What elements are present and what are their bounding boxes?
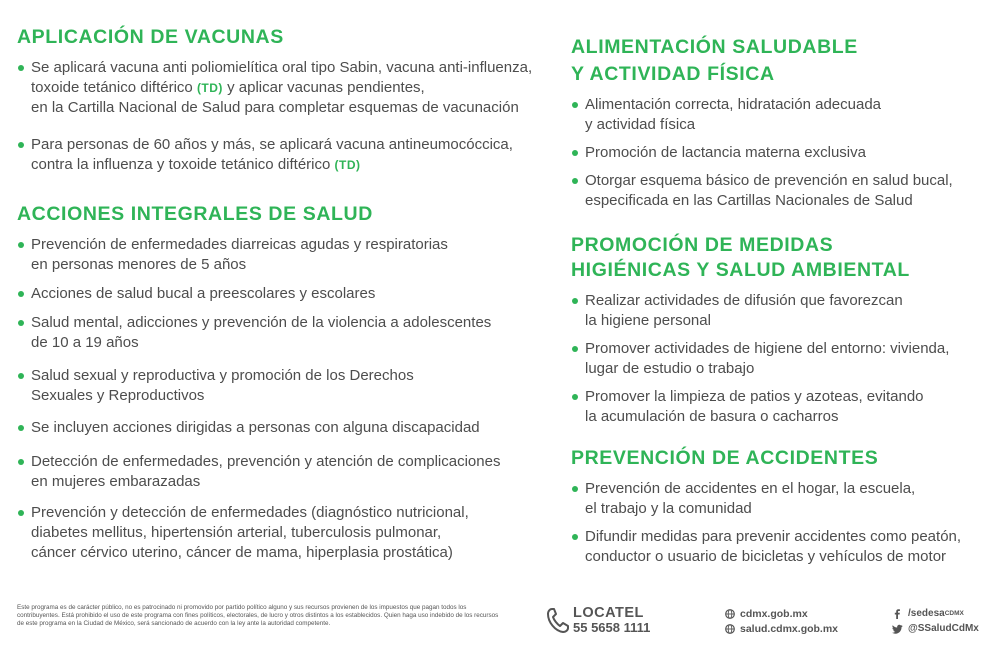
web-links [725, 606, 838, 636]
list-accidentes [571, 479, 981, 567]
bullet-icon [18, 373, 24, 379]
bullet-icon [572, 178, 578, 184]
locatel-number[interactable]: 55 5658 1111 [573, 620, 651, 635]
right-column [571, 34, 981, 567]
list-item: Otorgar esquema básico de prevención en salud bucal, especificada en las Cartillas Nacionales de Salud [571, 171, 981, 211]
legal-disclaimer: Este programa es de carácter público, no es patrocinado ni promovido por partido político alguno y sus recursos provienen de los impuestos que pagan todos los contribuyentes. Está prohibido el uso de este programa con fines políticos, electorales, de lucro y otros distintos a los establecidos. Quien haga uso indebido de los recursos de este programa en la Ciudad de México, será sancionado de acuerdo con la ley ante la autoridad competente. [17, 604, 499, 628]
list-item: Prevención de enfermedades diarreicas agudas y respiratorias en personas menores de 5 años [17, 235, 562, 275]
section-title-vacunas: APLICACIÓN DE VACUNAS [17, 26, 284, 48]
globe-icon [725, 624, 735, 634]
list-item: Salud mental, adicciones y prevención de la violencia a adolescentes de 10 a 19 años [17, 313, 562, 353]
list-item: Realizar actividades de difusión que favorezcan la higiene personal [571, 291, 981, 331]
list-item: Prevención de accidentes en el hogar, la escuela, el trabajo y la comunidad [571, 479, 981, 519]
bullet-icon [18, 242, 24, 248]
section-title-higiene: PROMOCIÓN DE MEDIDAS HIGIÉNICAS Y SALUD AMBIENTAL [571, 234, 910, 281]
list-item: Difundir medidas para prevenir accidentes como peatón, conductor o usuario de bicicletas y vehículos de motor [571, 527, 981, 567]
section-title-alimentacion: ALIMENTACIÓN SALUDABLE Y ACTIVIDAD FÍSICA [571, 36, 858, 85]
web-link-cdmx[interactable]: cdmx.gob.mx [725, 606, 838, 621]
list-item: Alimentación correcta, hidratación adecuada y actividad física [571, 95, 981, 135]
bullet-icon [18, 459, 24, 465]
bullet-icon [18, 142, 24, 148]
twitter-icon [892, 624, 903, 634]
facebook-link[interactable]: /sedesa CDMX [892, 606, 979, 621]
list-item: Salud sexual y reproductiva y promoción de los Derechos Sexuales y Reproductivos [17, 366, 562, 406]
bullet-icon [572, 534, 578, 540]
phone-icon [547, 607, 569, 633]
list-item: Para personas de 60 años y más, se aplicará vacuna antineumocóccica, contra la influenza y toxoide tetánico diftérico (TD) [17, 135, 562, 175]
list-vacunas [17, 58, 562, 175]
bullet-icon [572, 346, 578, 352]
section-title-accidentes: PREVENCIÓN DE ACCIDENTES [571, 447, 879, 469]
list-alimentacion [571, 95, 981, 211]
bullet-icon [572, 102, 578, 108]
left-column [17, 24, 562, 563]
bullet-icon [18, 291, 24, 297]
list-item: Se aplicará vacuna anti poliomielítica oral tipo Sabin, vacuna anti-influenza, toxoide tetánico diftérico (TD) y aplicar vacunas pendientes, en la Cartilla Nacional de Salud para completar esquemas de vacunación [17, 58, 562, 118]
td-abbreviation: (TD) [334, 158, 361, 172]
list-item: Prevención y detección de enfermedades (diagnóstico nutricional, diabetes mellitus, hipertensión arterial, tuberculosis pulmonar, cáncer cérvico uterino, cáncer de mama, hiperplasia prostática) [17, 503, 562, 563]
bullet-icon [572, 394, 578, 400]
bullet-icon [18, 65, 24, 71]
facebook-icon [892, 609, 903, 619]
bullet-icon [18, 510, 24, 516]
globe-icon [725, 609, 735, 619]
bullet-icon [18, 320, 24, 326]
list-item: Detección de enfermedades, prevención y atención de complicaciones en mujeres embarazadas [17, 452, 562, 492]
list-item: Se incluyen acciones dirigidas a personas con alguna discapacidad [17, 418, 562, 438]
bullet-icon [572, 486, 578, 492]
list-acciones [17, 235, 562, 563]
bullet-icon [572, 298, 578, 304]
list-item: Acciones de salud bucal a preescolares y escolares [17, 284, 562, 304]
bullet-icon [572, 150, 578, 156]
social-links [892, 606, 979, 636]
td-abbreviation: (TD) [196, 81, 223, 95]
bullet-icon [18, 425, 24, 431]
list-higiene [571, 291, 981, 427]
list-item: Promover la limpieza de patios y azoteas, evitando la acumulación de basura o cacharros [571, 387, 981, 427]
list-item: Promover actividades de higiene del entorno: vivienda, lugar de estudio o trabajo [571, 339, 981, 379]
web-link-salud[interactable]: salud.cdmx.gob.mx [725, 621, 838, 636]
locatel-name: LOCATEL [573, 605, 644, 621]
section-title-acciones: ACCIONES INTEGRALES DE SALUD [17, 203, 373, 225]
twitter-link[interactable]: @SSaludCdMx [892, 621, 979, 636]
list-item: Promoción de lactancia materna exclusiva [571, 143, 981, 163]
